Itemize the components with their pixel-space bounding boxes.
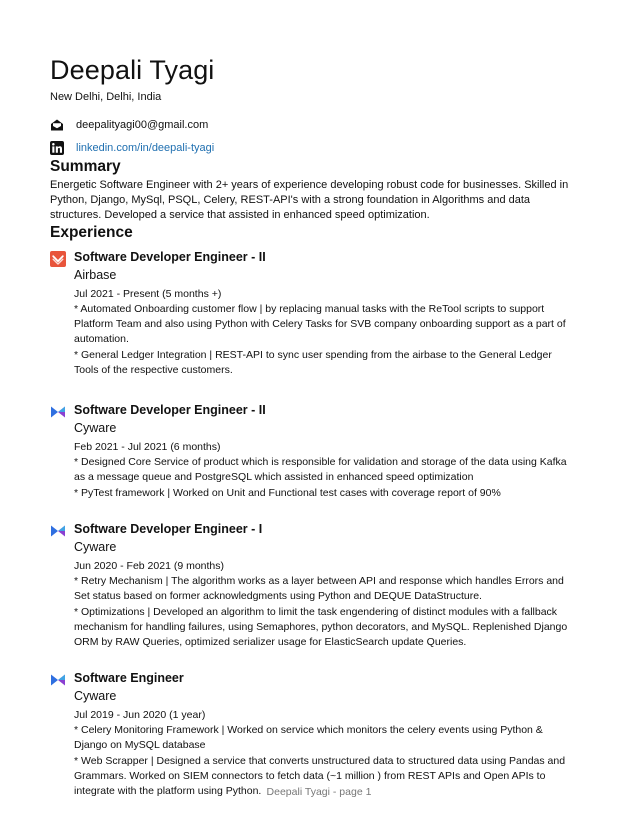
job-bullet: * Automated Onboarding customer flow | by replacing manual tasks with the ReTool scripts to support Platform Team and also using Python with Celery Tasks for SVB company onboarding support as a part of automation. bbox=[74, 303, 566, 345]
job-entry bbox=[50, 402, 570, 501]
page-footer: Deepali Tyagi - page 1 bbox=[266, 786, 372, 798]
job-title: Software Developer Engineer - II bbox=[74, 250, 266, 264]
cyware-logo-icon bbox=[50, 672, 66, 688]
job-company: Airbase bbox=[74, 268, 117, 282]
job-bullet: * PyTest framework | Worked on Unit and Functional test cases with coverage report of 90% bbox=[74, 487, 501, 499]
summary-text: Energetic Software Engineer with 2+ years of experience developing robust code for businesses. Skilled in Python, Django, MySql, PSQL, Celery, REST-API's with a strong foundation in Algorithms and data structures. Developed a service that assisted in enhanced speed optimization. bbox=[50, 179, 569, 221]
job-dates: Jun 2020 - Feb 2021 (9 months) bbox=[74, 560, 225, 572]
linkedin-link[interactable]: linkedin.com/in/deepali-tyagi bbox=[76, 142, 215, 154]
job-entry bbox=[50, 249, 570, 378]
candidate-location: New Delhi, Delhi, India bbox=[50, 91, 162, 103]
email-row bbox=[50, 116, 570, 134]
job-company: Cyware bbox=[74, 689, 117, 703]
job-bullet: * Web Scrapper | Designed a service that converts unstructured data to structured data using Pandas and Grammars. Worked on SIEM connectors to fetch data (~1 million ) from REST APIs and Open APIs to integrate with the platform using Python. bbox=[74, 755, 566, 797]
email-address[interactable]: deepalityagi00@gmail.com bbox=[76, 119, 209, 131]
summary-heading: Summary bbox=[50, 158, 121, 175]
envelope-icon bbox=[50, 118, 64, 132]
linkedin-icon bbox=[50, 141, 64, 155]
job-bullet: * Designed Core Service of product which is responsible for validation and storage of the data using Kafka as a message queue and PostgreSQL which assisted in enhanced speed optimization bbox=[74, 456, 567, 483]
job-entry bbox=[50, 521, 570, 650]
job-dates: Jul 2021 - Present (5 months +) bbox=[74, 288, 222, 300]
job-bullet: * Celery Monitoring Framework | Worked on service which monitors the celery events using Python & Django on MySQL database bbox=[74, 724, 543, 751]
job-dates: Feb 2021 - Jul 2021 (6 months) bbox=[74, 441, 221, 453]
job-title: Software Developer Engineer - I bbox=[74, 522, 263, 536]
job-company: Cyware bbox=[74, 421, 117, 435]
job-dates: Jul 2019 - Jun 2020 (1 year) bbox=[74, 709, 206, 721]
cyware-logo-icon bbox=[50, 523, 66, 539]
job-bullet: * Optimizations | Developed an algorithm to limit the task engendering of distinct modules with a fallback mechanism for handling failures, using Semaphores, python decorators, and MySQL. Replenished Django ORM by RAW Queries, optimized serializer usage for ElasticSearch update Queries. bbox=[74, 606, 568, 648]
resume-page bbox=[50, 52, 570, 799]
job-bullet: * Retry Mechanism | The algorithm works as a layer between API and response which handles Errors and Set status based on former acknowledgments using Python and DEQUE DataStructure. bbox=[74, 575, 564, 602]
experience-heading: Experience bbox=[50, 224, 133, 241]
job-title: Software Developer Engineer - II bbox=[74, 403, 266, 417]
job-company: Cyware bbox=[74, 540, 117, 554]
linkedin-row bbox=[50, 139, 570, 157]
job-bullet: * General Ledger Integration | REST-API to sync user spending from the airbase to the General Ledger Tools of the respective customers. bbox=[74, 349, 552, 376]
candidate-name: Deepali Tyagi bbox=[50, 55, 215, 85]
airbase-logo-icon bbox=[50, 251, 66, 267]
job-title: Software Engineer bbox=[74, 671, 184, 685]
job-entry bbox=[50, 670, 570, 799]
cyware-logo-icon bbox=[50, 404, 66, 420]
